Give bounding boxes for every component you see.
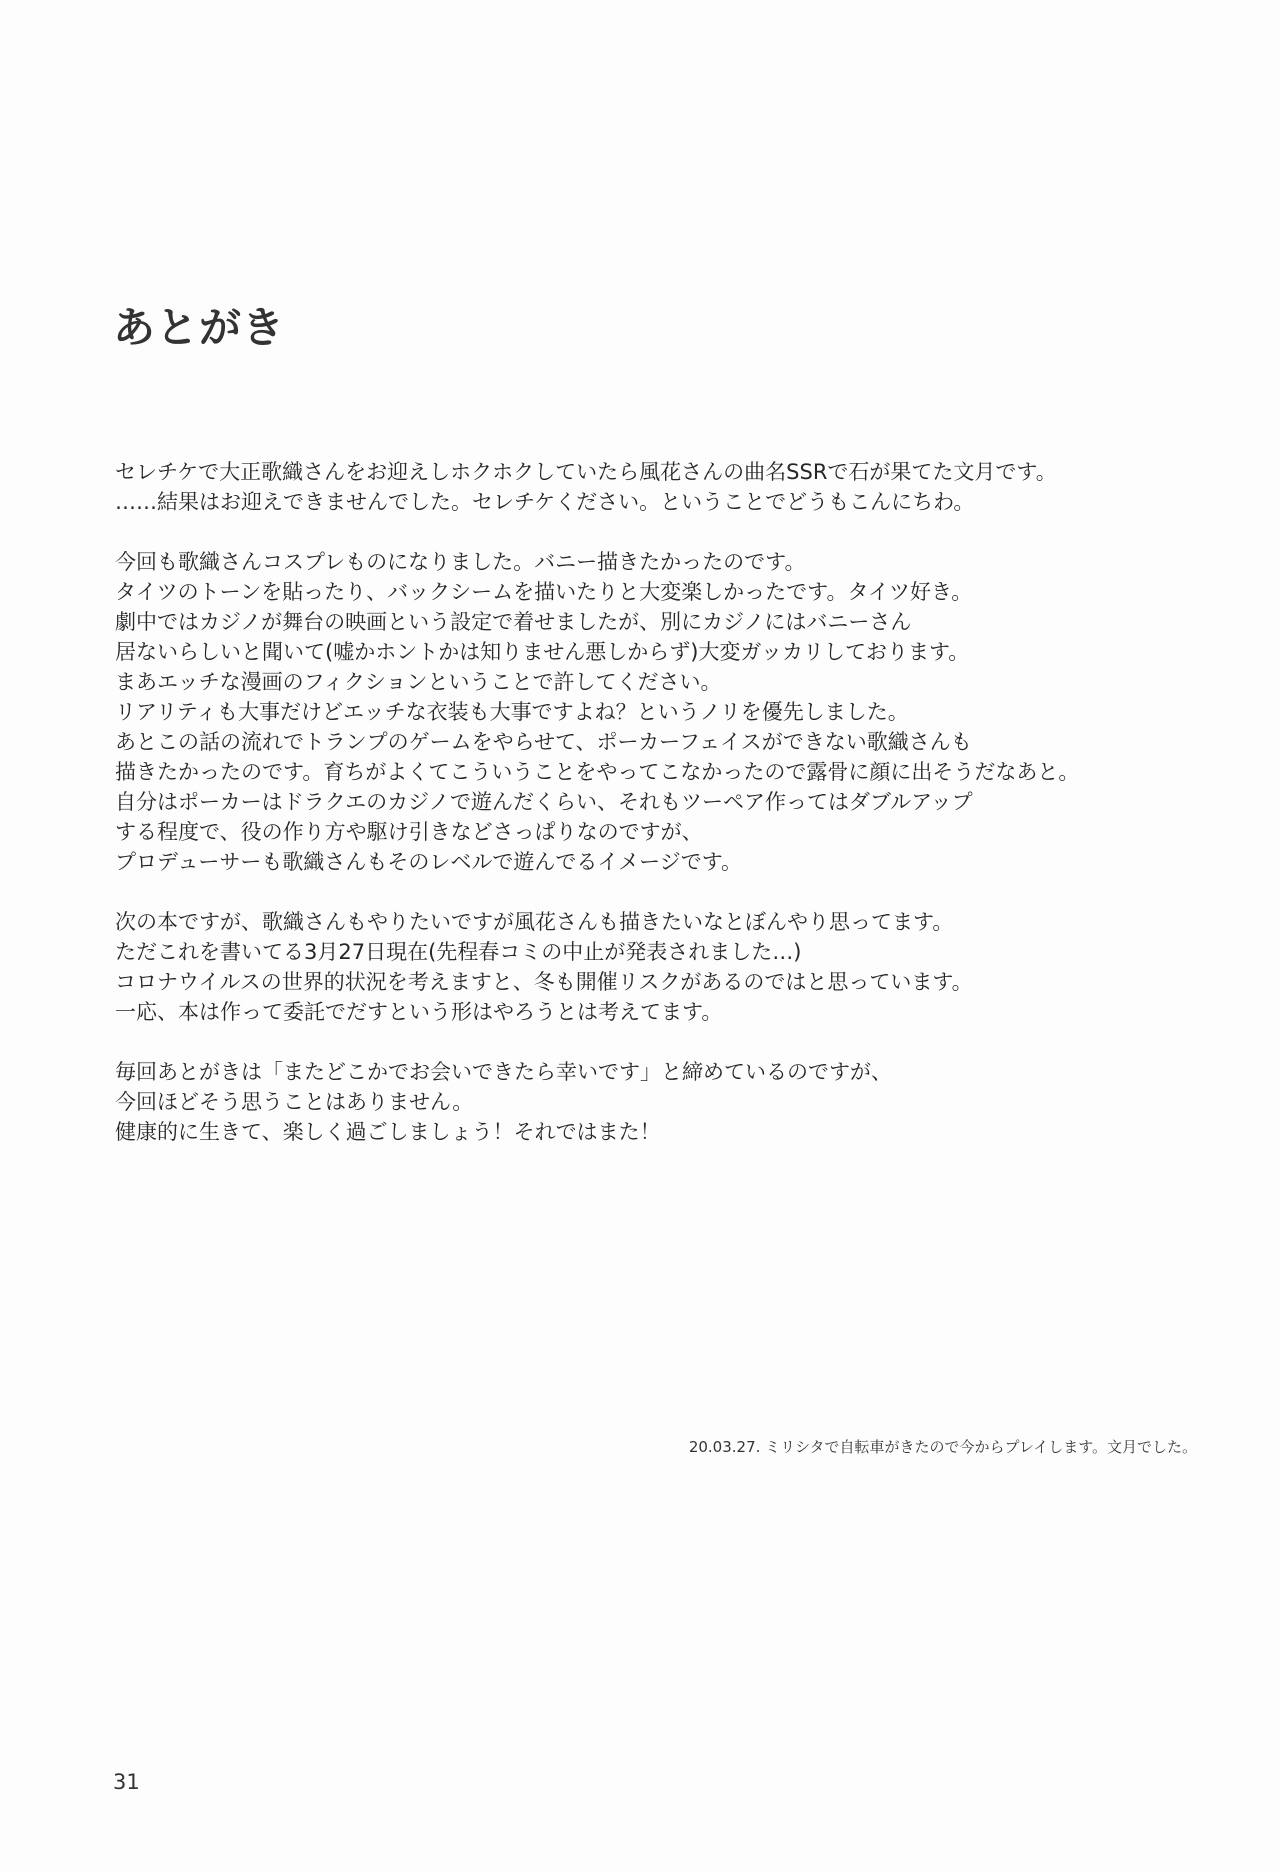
text-line: タイツのトーンを貼ったり、バックシームを描いたりと大変楽しかったです。タイツ好き。 (115, 580, 973, 604)
text-line: まあエッチな漫画のフィクションということで許してください。 (115, 670, 722, 694)
text-line: コロナウイルスの世界的状況を考えますと、冬も開催リスクがあるのではと思っています。 (115, 970, 973, 994)
text-line: プロデューサーも歌織さんもそのレベルで遊んでるイメージです。 (115, 850, 743, 874)
paragraph (115, 1057, 1225, 1147)
text-line: 劇中ではカジノが舞台の映画という設定で着せましたが、別にカジノにはバニーさん (115, 610, 912, 634)
text-line: 毎回あとがきは「またどこかでお会いできたら幸いです」と締めているのですが、 (115, 1060, 892, 1084)
text-line: 今回も歌織さんコスプレものになりました。バニー描きたかったのです。 (115, 550, 806, 574)
text-line: ……結果はお迎えできませんでした。セレチケください。ということでどうもこんにちわ。 (115, 490, 975, 514)
page-title: あとがき (113, 303, 286, 352)
text-line: 健康的に生きて、楽しく過ごしましょう！それではまた！ (115, 1120, 661, 1144)
text-line: ただこれを書いてる3月27日現在(先程春コミの中止が発表されました…) (115, 940, 802, 964)
text-line: 自分はポーカーはドラクエのカジノで遊んだくらい、それもツーペア作ってはダブルアップ (115, 790, 973, 814)
text-line: 描きたかったのです。育ちがよくてこういうことをやってこなかったので露骨に顔に出そうだなあと。 (115, 760, 1080, 784)
page-number: 31 (113, 1770, 140, 1794)
text-line: リアリティも大事だけどエッチな衣装も大事ですよね？というノリを優先しました。 (115, 700, 909, 724)
text-line: 居ないらしいと聞いて(嘘かホントかは知りません悪しからず)大変ガッカリしております。 (115, 640, 970, 664)
text-line: 今回ほどそう思うことはありません。 (115, 1090, 474, 1114)
text-line: 一応、本は作って委託でだすという形はやろうとは考えてます。 (115, 1000, 723, 1024)
paragraph (115, 907, 1225, 1027)
paragraph (115, 547, 1225, 877)
paragraph (115, 457, 1225, 517)
afterword-body (115, 457, 1225, 1177)
text-line: 次の本ですが、歌織さんもやりたいですが風花さんも描きたいなとぼんやり思ってます。 (115, 910, 954, 934)
text-line: する程度で、役の作り方や駆け引きなどさっぱりなのですが、 (115, 820, 703, 844)
text-line: セレチケで大正歌織さんをお迎えしホクホクしていたら風花さんの曲名SSRで石が果てた文月です。 (115, 460, 1057, 484)
author-signoff: 20.03.27. ミリシタで自転車がきたので今からプレイします。文月でした。 (688, 1438, 1197, 1456)
text-line: あとこの話の流れでトランプのゲームをやらせて、ポーカーフェイスができない歌織さんも (115, 730, 972, 754)
